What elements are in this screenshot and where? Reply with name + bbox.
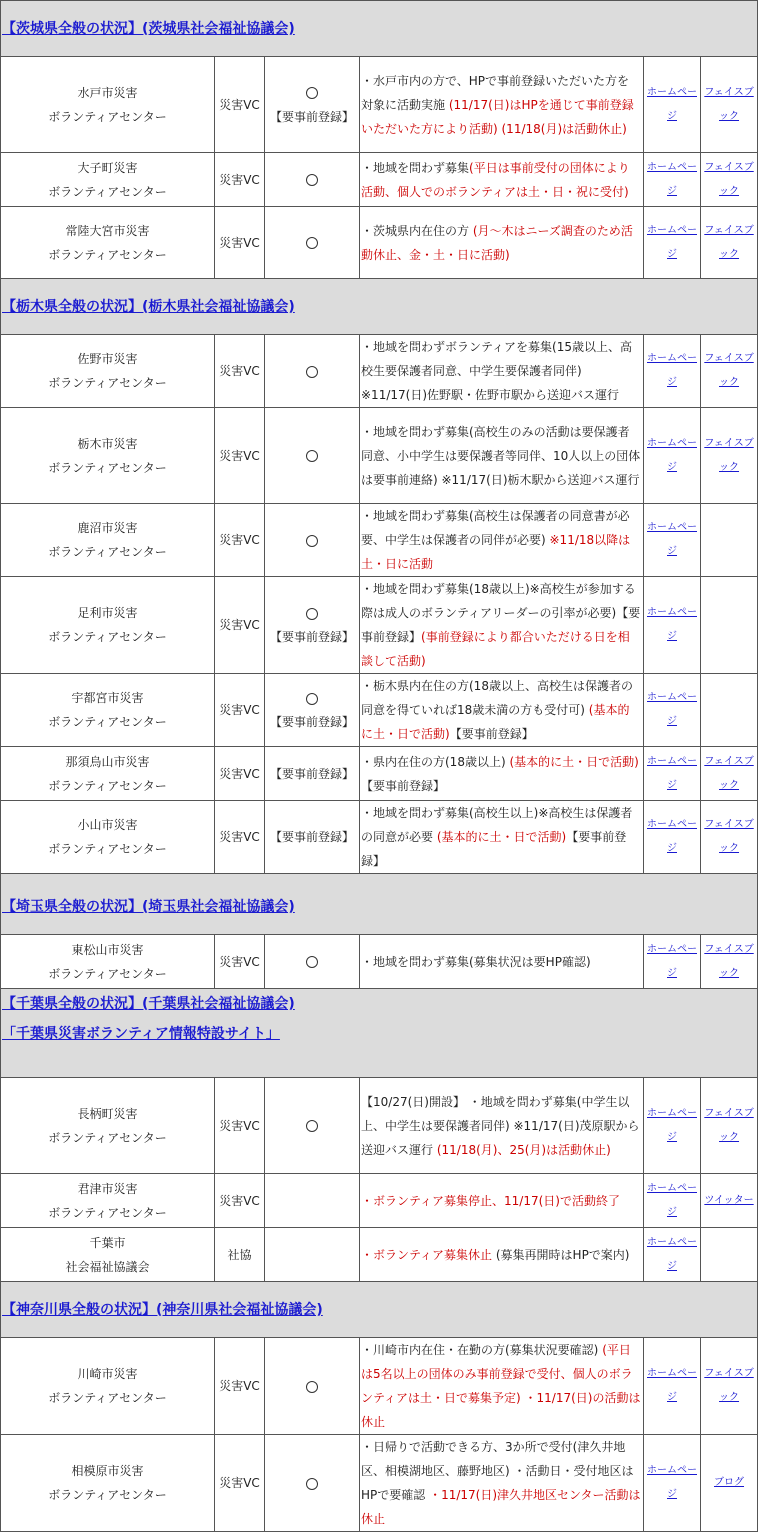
open-circle-icon: [306, 450, 318, 462]
circle-mark: [267, 528, 357, 552]
description-highlight: (平日は5名以上の団体のみ事前登録で受付、個人のボランティアは土・日で募集予定) ・11/17(日)の活動は休止: [361, 1343, 641, 1429]
center-name-line1: 東松山市災害: [71, 942, 144, 957]
center-name-line2: ボランティアセンター: [48, 109, 167, 124]
link-cell: [701, 207, 758, 279]
center-name-line1: 相模原市災害: [71, 1464, 144, 1478]
description-text: 【10/27(日)開設】 ・地域を問わず募集(中学生以上、中学生は要保護者同伴) ※11/17(日)茂原駅から送迎バス運行: [361, 1094, 640, 1157]
recruit-status: [265, 1174, 360, 1228]
description-text: ・栃木県内在住の方(18歳以上、高校生は保護者の同意を得ていれば18歳未満の方も受付可): [361, 679, 633, 717]
center-type: 災害VC: [215, 504, 265, 577]
blog-link[interactable]: ブログ: [714, 1477, 745, 1488]
open-circle-icon: [306, 1120, 318, 1132]
table-row: [1, 801, 758, 874]
description-highlight: ・ボランティア募集休止: [361, 1247, 493, 1262]
table-row: [1, 935, 758, 989]
description: [360, 335, 644, 408]
center-type: 災害VC: [215, 153, 265, 207]
table-row: [1, 504, 758, 577]
homepage-link[interactable]: ホームページ: [647, 692, 697, 727]
open-circle-icon: [306, 174, 318, 186]
center-name-line2: ボランティアセンター: [48, 1130, 167, 1145]
section-title-link[interactable]: 【千葉県全般の状況】(千葉県社会福祉協議会): [2, 996, 295, 1012]
recruit-status: [265, 153, 360, 207]
link-cell: [644, 207, 701, 279]
description-highlight: (11/18(月)は活動休止): [497, 121, 627, 136]
facebook-link[interactable]: フェイスブック: [704, 86, 754, 122]
recruit-status: [265, 1078, 360, 1174]
center-name-line2: ボランティアセンター: [48, 247, 167, 262]
recruit-status: [265, 1435, 360, 1532]
section-title-link[interactable]: 【栃木県全般の状況】(栃木県社会福祉協議会): [2, 299, 295, 315]
table-row: [1, 1338, 758, 1435]
facebook-link[interactable]: フェイスブック: [704, 819, 754, 854]
homepage-link[interactable]: ホームページ: [647, 86, 697, 122]
circle-mark: [267, 1114, 357, 1138]
facebook-link[interactable]: フェイスブック: [704, 437, 754, 473]
link-cell: [644, 935, 701, 989]
description: [360, 1435, 644, 1532]
description: [360, 1228, 644, 1282]
center-name-line1: 栃木市災害: [77, 436, 138, 451]
recruit-status: [265, 747, 360, 801]
homepage-link[interactable]: ホームページ: [647, 943, 697, 979]
table-row: [1, 1228, 758, 1282]
recruit-status: [265, 335, 360, 408]
center-name: [1, 577, 215, 674]
center-name-line1: 那須烏山市災害: [65, 754, 150, 769]
section-title-link[interactable]: 【神奈川県全般の状況】(神奈川県社会福祉協議会): [2, 1302, 323, 1318]
center-type: 災害VC: [215, 1174, 265, 1228]
center-name-line1: 宇都宮市災害: [71, 691, 144, 705]
recruit-status: [265, 207, 360, 279]
open-circle-icon: [306, 366, 318, 378]
description-text: (募集再開時はHPで案内): [492, 1247, 630, 1262]
center-name: [1, 674, 215, 747]
center-name: [1, 57, 215, 153]
homepage-link[interactable]: ホームページ: [647, 353, 697, 388]
center-type: 災害VC: [215, 57, 265, 153]
link-cell: [644, 504, 701, 577]
link-cell: [701, 335, 758, 408]
link-cell: [644, 1078, 701, 1174]
center-type: 災害VC: [215, 1338, 265, 1435]
link-cell: [701, 408, 758, 504]
description-text: ・地域を問わずボランティアを募集(15歳以上、高校生要保護者同意、中学生要保護者同伴) ※11/17(日)佐野駅・佐野市駅から送迎バス運行: [361, 340, 632, 402]
description: [360, 801, 644, 874]
description-highlight: (11/18(月)、25(月)は活動休止): [436, 1142, 611, 1157]
link-cell: [644, 153, 701, 207]
center-name-line1: 足利市災害: [77, 606, 138, 620]
open-circle-icon: [306, 608, 318, 620]
center-name-line2: ボランティアセンター: [48, 1391, 167, 1405]
center-name: [1, 1174, 215, 1228]
table-row: [1, 335, 758, 408]
description: [360, 935, 644, 989]
link-cell: [701, 1435, 758, 1532]
open-circle-icon: [306, 956, 318, 968]
recruit-status: [265, 1338, 360, 1435]
table-row: [1, 207, 758, 279]
description: [360, 408, 644, 504]
homepage-link[interactable]: ホームページ: [647, 819, 697, 854]
homepage-link[interactable]: ホームページ: [647, 522, 697, 557]
description-text: ・茨城県内在住の方: [361, 223, 473, 238]
link-cell: [701, 57, 758, 153]
link-cell: [644, 335, 701, 408]
center-name-line1: 大子町災害: [77, 160, 138, 175]
section-header: [1, 1, 758, 57]
description: [360, 674, 644, 747]
homepage-link[interactable]: ホームページ: [647, 1107, 697, 1143]
table-row: [1, 1078, 758, 1174]
link-cell: [701, 504, 758, 577]
description-highlight: (平日は事前受付の団体により活動、個人でのボランティアは土・日・祝に受付): [361, 160, 630, 199]
description: [360, 747, 644, 801]
facebook-link[interactable]: フェイスブック: [704, 1107, 754, 1143]
open-circle-icon: [306, 1478, 318, 1490]
section-header: [1, 1282, 758, 1338]
center-name-line2: ボランティアセンター: [48, 842, 167, 856]
center-name: [1, 335, 215, 408]
table-row: [1, 577, 758, 674]
section-subtitle-link[interactable]: 「千葉県災害ボランティア情報特設サイト」: [2, 1026, 280, 1042]
homepage-link[interactable]: ホームページ: [647, 161, 697, 197]
center-type: 災害VC: [215, 207, 265, 279]
center-type: 災害VC: [215, 335, 265, 408]
link-cell: [701, 153, 758, 207]
section-title-link[interactable]: 【埼玉県全般の状況】(埼玉県社会福祉協議会): [2, 899, 295, 915]
center-name-line1: 常陸大宮市災害: [65, 223, 150, 238]
center-name-line2: ボランティアセンター: [48, 966, 167, 981]
center-name: [1, 408, 215, 504]
center-name-line1: 水戸市災害: [77, 85, 138, 100]
description-highlight: (月～木はニーズ調査のため活動休止、金・土・日に活動): [361, 223, 633, 262]
description-text: ・県内在住の方(18歳以上): [361, 754, 510, 769]
link-cell: [644, 1228, 701, 1282]
center-name-line1: 小山市災害: [77, 818, 138, 832]
table-row: [1, 674, 758, 747]
facebook-link[interactable]: フェイスブック: [704, 755, 754, 791]
recruit-status: [265, 1228, 360, 1282]
circle-mark: [267, 444, 357, 468]
center-type: 災害VC: [215, 935, 265, 989]
facebook-link[interactable]: フェイスブック: [704, 353, 754, 388]
homepage-link[interactable]: ホームページ: [647, 437, 697, 473]
description: [360, 577, 644, 674]
center-name-line2: ボランティアセンター: [48, 1205, 167, 1220]
section-header: [1, 279, 758, 335]
link-cell: [701, 747, 758, 801]
recruit-status: [265, 577, 360, 674]
recruit-status: [265, 408, 360, 504]
description-text: ・日帰りで活動できる方、3か所で受付(津久井地区、相模湖地区、藤野地区) ・活動日・受付地区はHPで要確認: [361, 1440, 634, 1502]
center-name-line2: 社会福祉協議会: [65, 1259, 150, 1274]
center-name-line1: 川崎市災害: [77, 1367, 138, 1381]
recruit-status: [265, 935, 360, 989]
center-name: [1, 935, 215, 989]
center-name: [1, 1228, 215, 1282]
center-name-line2: ボランティアセンター: [48, 460, 167, 475]
center-name: [1, 1435, 215, 1532]
circle-mark: [267, 359, 357, 383]
center-name: [1, 1338, 215, 1435]
link-cell: [644, 1435, 701, 1532]
description-text: ・地域を問わず募集: [361, 160, 470, 175]
circle-mark: [267, 1374, 357, 1398]
description-text: 【要事前登録】: [449, 727, 534, 741]
section-header-row: [1, 1282, 758, 1338]
center-name-line1: 君津市災害: [77, 1181, 138, 1196]
description-text: ・地域を問わず募集(18歳以上)※高校生が参加する際は成人のボランティアリーダーの引率が必要)【要事前登録】: [361, 582, 641, 644]
center-name-line2: ボランティアセンター: [48, 545, 167, 559]
table-row: [1, 153, 758, 207]
status-note: 【要事前登録】: [269, 109, 354, 124]
center-name: [1, 801, 215, 874]
twitter-link[interactable]: ツイッター: [704, 1194, 754, 1206]
center-type: 災害VC: [215, 1435, 265, 1532]
link-cell: [644, 408, 701, 504]
center-name-line2: ボランティアセンター: [48, 184, 167, 199]
link-cell: [701, 801, 758, 874]
link-cell: [644, 1338, 701, 1435]
circle-mark: [267, 950, 357, 974]
description-highlight: (基本的に土・日で活動): [436, 830, 567, 844]
description-highlight: ・11/17(日)津久井地区センター活動は休止: [361, 1488, 641, 1526]
recruit-status: [265, 674, 360, 747]
link-cell: [644, 747, 701, 801]
circle-mark: [267, 1471, 357, 1495]
center-name-line1: 佐野市災害: [77, 352, 138, 366]
center-name: [1, 504, 215, 577]
section-header-row: [1, 1, 758, 57]
recruit-status: [265, 801, 360, 874]
description: [360, 1174, 644, 1228]
description: [360, 1078, 644, 1174]
homepage-link[interactable]: ホームページ: [647, 1368, 697, 1403]
table-row: [1, 1435, 758, 1532]
description-highlight: (基本的に土・日で活動): [509, 754, 639, 769]
description: [360, 153, 644, 207]
center-name: [1, 207, 215, 279]
link-cell: [644, 674, 701, 747]
section-header: [1, 874, 758, 935]
center-name: [1, 747, 215, 801]
homepage-link[interactable]: ホームページ: [647, 755, 697, 791]
status-note: 【要事前登録】: [269, 715, 354, 729]
status-note: 【要事前登録】: [269, 766, 354, 781]
description: [360, 57, 644, 153]
center-name-line2: ボランティアセンター: [48, 1488, 167, 1502]
section-header-row: [1, 279, 758, 335]
description: [360, 207, 644, 279]
link-cell: [701, 1338, 758, 1435]
recruit-status: [265, 57, 360, 153]
link-cell: [701, 935, 758, 989]
description-highlight: ・ボランティア募集停止、11/17(日)で活動終了: [361, 1193, 620, 1208]
description-highlight: (基本的に土・日で活動): [361, 703, 630, 741]
recruit-status: [265, 504, 360, 577]
center-type: 災害VC: [215, 674, 265, 747]
center-name-line2: ボランティアセンター: [48, 630, 167, 644]
description-text: ・地域を問わず募集(募集状況は要HP確認): [361, 954, 591, 969]
description-text: 【要事前登録】: [361, 778, 446, 793]
description: [360, 504, 644, 577]
open-circle-icon: [306, 87, 318, 99]
homepage-link[interactable]: ホームページ: [647, 1236, 697, 1272]
description-highlight: ※11/18以降は土・日に活動: [361, 533, 631, 571]
circle-mark: [267, 231, 357, 255]
center-type: 災害VC: [215, 577, 265, 674]
description-text: 【要事前登録】: [361, 830, 627, 868]
description-text: ・水戸市内の方で、HPで事前登録いただいた方を対象に活動実施: [361, 73, 630, 112]
section-title-link[interactable]: 【茨城県全般の状況】(茨城県社会福祉協議会): [2, 21, 295, 37]
open-circle-icon: [306, 1381, 318, 1393]
facebook-link[interactable]: フェイスブック: [704, 943, 754, 979]
center-type: 災害VC: [215, 801, 265, 874]
table-row: [1, 57, 758, 153]
homepage-link[interactable]: ホームページ: [647, 224, 697, 260]
link-cell: [701, 1078, 758, 1174]
link-cell: [644, 577, 701, 674]
circle-mark: [267, 168, 357, 192]
description-text: ・川崎市内在住・在勤の方(募集状況要確認): [361, 1343, 603, 1357]
circle-mark: [267, 81, 357, 105]
description-text: ・地域を問わず募集(高校生は保護者の同意書が必要、中学生は保護者の同伴が必要): [361, 509, 630, 547]
table-row: [1, 1174, 758, 1228]
status-note: 【要事前登録】: [269, 830, 354, 844]
center-type: 災害VC: [215, 1078, 265, 1174]
circle-mark: [267, 601, 357, 625]
description: [360, 1338, 644, 1435]
center-type: 災害VC: [215, 747, 265, 801]
link-cell: [701, 577, 758, 674]
center-type: 社協: [215, 1228, 265, 1282]
center-name-line2: ボランティアセンター: [48, 715, 167, 729]
table-row: [1, 408, 758, 504]
status-note: 【要事前登録】: [269, 630, 354, 644]
link-cell: [644, 801, 701, 874]
center-name-line1: 長柄町災害: [77, 1106, 138, 1121]
description-highlight: (11/17(日)はHPを通じて事前登録いただいた方により活動): [361, 97, 634, 136]
table-row: [1, 747, 758, 801]
facebook-link[interactable]: フェイスブック: [704, 224, 754, 260]
facebook-link[interactable]: フェイスブック: [704, 161, 754, 197]
center-name-line1: 鹿沼市災害: [77, 521, 138, 535]
description-highlight: (事前登録により都合いただける日を相談して活動): [361, 630, 630, 668]
center-name: [1, 153, 215, 207]
open-circle-icon: [306, 535, 318, 547]
section-header: [1, 989, 758, 1078]
link-cell: [701, 1228, 758, 1282]
center-name-line1: 千葉市: [89, 1235, 126, 1250]
section-header-row: [1, 874, 758, 935]
description-text: ・地域を問わず募集(高校生のみの活動は要保護者同意、小中学生は要保護者等同伴、10人以上の団体は要事前連絡) ※11/17(日)栃木駅から送迎バス運行: [361, 424, 641, 487]
facebook-link[interactable]: フェイスブック: [704, 1368, 754, 1403]
open-circle-icon: [306, 693, 318, 705]
circle-mark: [267, 686, 357, 710]
link-cell: [701, 1174, 758, 1228]
center-type: 災害VC: [215, 408, 265, 504]
center-name: [1, 1078, 215, 1174]
section-header-row: [1, 989, 758, 1078]
link-cell: [644, 1174, 701, 1228]
open-circle-icon: [306, 237, 318, 249]
center-name-line2: ボランティアセンター: [48, 778, 167, 793]
description-text: ・地域を問わず募集(高校生以上)※高校生は保護者の同意が必要: [361, 806, 633, 844]
homepage-link[interactable]: ホームページ: [647, 1465, 697, 1500]
link-cell: [644, 57, 701, 153]
link-cell: [701, 674, 758, 747]
homepage-link[interactable]: ホームページ: [647, 607, 697, 642]
center-name-line2: ボランティアセンター: [48, 376, 167, 390]
homepage-link[interactable]: ホームページ: [647, 1182, 697, 1218]
